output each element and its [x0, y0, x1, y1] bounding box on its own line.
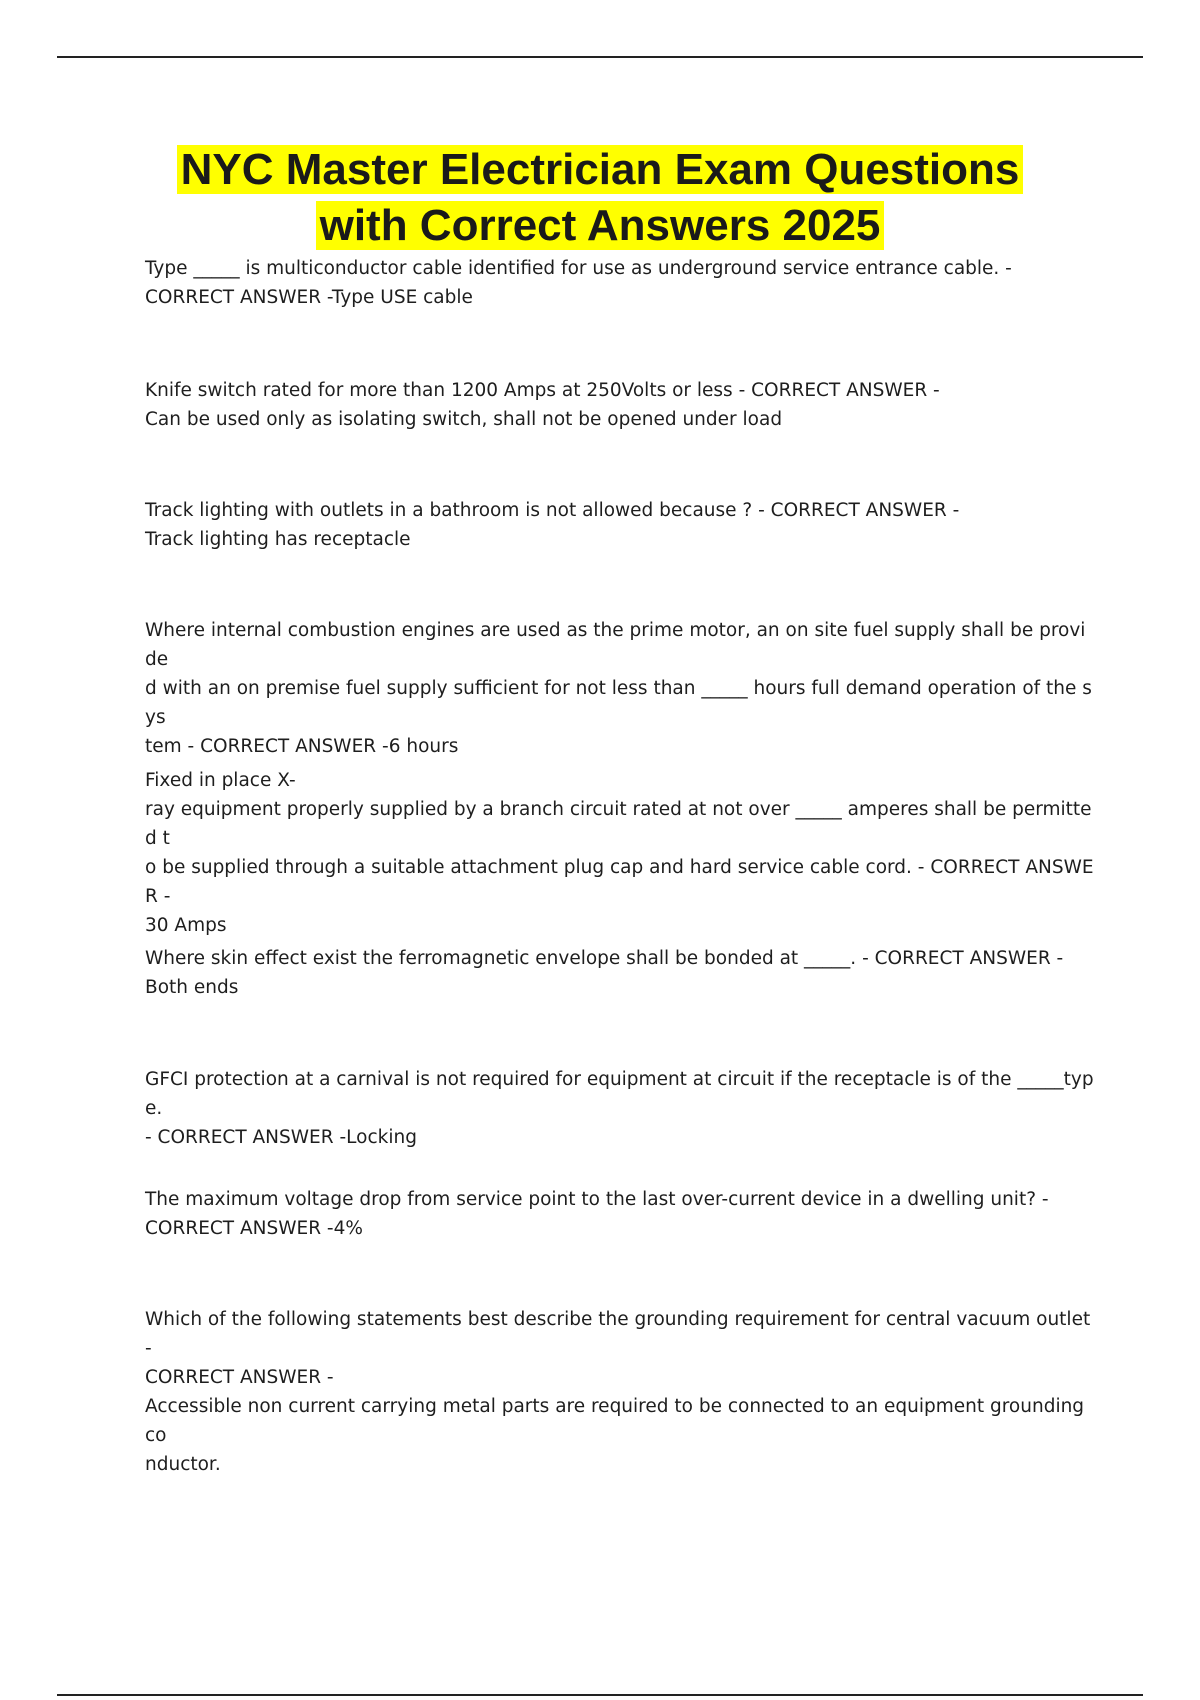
qa-line: d with an on premise fuel supply sufficient for not less than _____ hours full demand operation of the sys — [145, 678, 1092, 728]
qa-item-4 — [145, 616, 1095, 761]
qa-line: CORRECT ANSWER -Type USE cable — [145, 287, 473, 308]
qa-line: Where internal combustion engines are used as the prime motor, an on site fuel supply shall be provide — [145, 620, 1086, 670]
qa-line: o be supplied through a suitable attachment plug cap and hard service cable cord. - CORRECT ANSWER - — [145, 857, 1094, 907]
qa-line: The maximum voltage drop from service point to the last over-current device in a dwelling unit? - — [145, 1189, 1049, 1210]
qa-line: Type _____ is multiconductor cable identified for use as underground service entrance cable. - — [145, 258, 1012, 279]
qa-line: CORRECT ANSWER - — [145, 1367, 334, 1388]
title-line-2: with Correct Answers 2025 — [316, 201, 885, 250]
qa-item-2 — [145, 376, 1095, 434]
qa-item-9 — [145, 1305, 1095, 1479]
qa-line: Can be used only as isolating switch, shall not be opened under load — [145, 409, 783, 430]
qa-line: nductor. — [145, 1454, 221, 1475]
qa-line: Knife switch rated for more than 1200 Amps at 250Volts or less - CORRECT ANSWER - — [145, 380, 940, 401]
qa-item-6 — [145, 944, 1095, 1002]
qa-item-1 — [145, 254, 1095, 312]
qa-line: - CORRECT ANSWER -Locking — [145, 1127, 417, 1148]
qa-line: CORRECT ANSWER -4% — [145, 1218, 363, 1239]
qa-item-3 — [145, 496, 1095, 554]
qa-line: Accessible non current carrying metal parts are required to be connected to an equipment grounding co — [145, 1396, 1085, 1446]
qa-line: Where skin effect exist the ferromagnetic envelope shall be bonded at _____. - CORRECT ANSWER - — [145, 948, 1064, 969]
qa-line: Both ends — [145, 977, 239, 998]
qa-line: Track lighting with outlets in a bathroom is not allowed because ? - CORRECT ANSWER - — [145, 500, 960, 521]
qa-line: GFCI protection at a carnival is not required for equipment at circuit if the receptacle is of the _____type. — [145, 1069, 1094, 1119]
header-rule — [57, 56, 1143, 58]
qa-item-8 — [145, 1185, 1095, 1243]
qa-item-7 — [145, 1065, 1095, 1152]
footer-rule — [57, 1694, 1143, 1696]
qa-line: ray equipment properly supplied by a branch circuit rated at not over _____ amperes shall be permitted t — [145, 799, 1092, 849]
qa-line: Fixed in place X- — [145, 770, 296, 791]
qa-item-5 — [145, 766, 1095, 940]
title-line-1: NYC Master Electrician Exam Questions — [177, 145, 1024, 194]
qa-line: Track lighting has receptacle — [145, 529, 411, 550]
qa-line: Which of the following statements best describe the grounding requirement for central vacuum outlet - — [145, 1309, 1091, 1359]
qa-line: 30 Amps — [145, 915, 227, 936]
document-title — [0, 142, 1200, 254]
qa-line: tem - CORRECT ANSWER -6 hours — [145, 736, 459, 757]
